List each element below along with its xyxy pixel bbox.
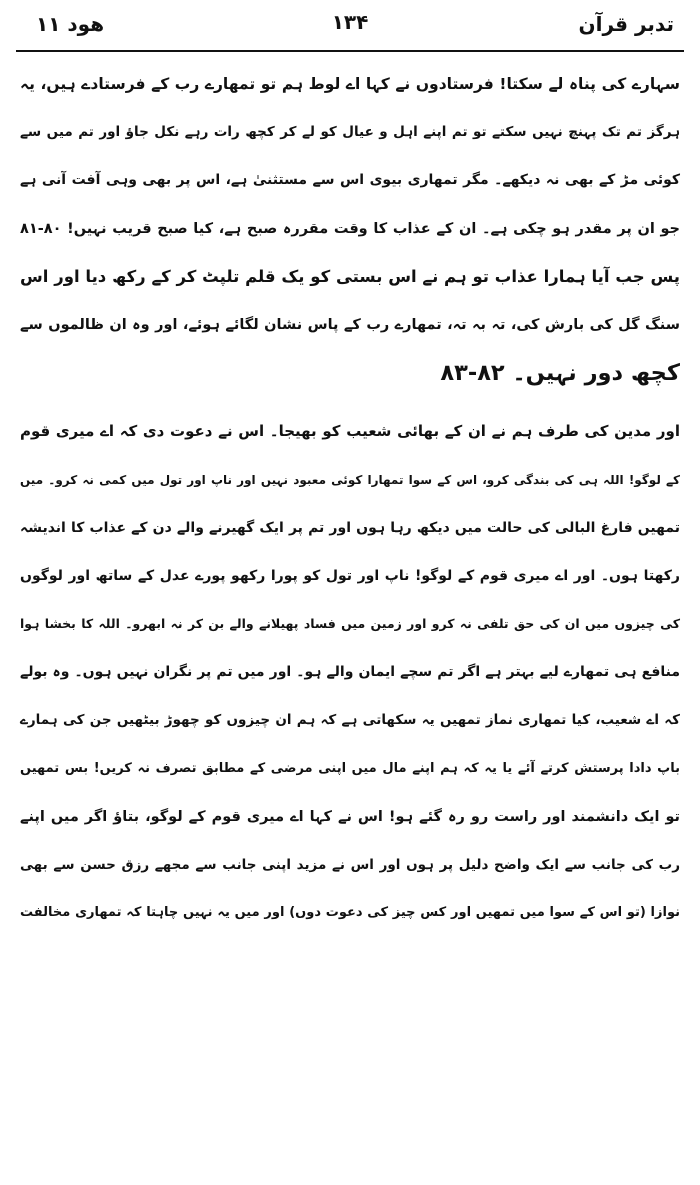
text-line: سہارے کی پناہ لے سکتا! فرستادوں نے کہا اے لوط ہم تو تمھارے رب کے فرستادے ہیں، یہ bbox=[20, 75, 680, 93]
paragraph-shuaib bbox=[16, 407, 684, 937]
text-line: رکھتا ہوں۔ اور اے میری قوم کے لوگو! ناپ اور تول کو پورا رکھو پورے عدل کے ساتھ اور لوگوں bbox=[20, 567, 680, 584]
paragraph-gap bbox=[16, 397, 684, 407]
text-line: کچھ دور نہیں۔ ۸۲-۸۳ bbox=[440, 360, 680, 387]
text-line: ہرگز تم تک پہنچ نہیں سکتے تو تم اپنے اہل و عیال کو لے کر کچھ رات رہے نکل جاؤ اور تم میں سے bbox=[20, 124, 680, 141]
page-number: ۱۳۴ bbox=[331, 10, 369, 34]
text-line: نوازا (تو اس کے سوا میں تمھیں اور کس چیز کی دعوت دوں) اور میں یہ نہیں چاہتا کہ تمھاری مخالفت bbox=[20, 905, 680, 921]
text-line: کہ اے شعیب، کیا تمھاری نماز تمھیں یہ سکھاتی ہے کہ ہم ان چیزوں کو چھوڑ بیٹھیں جن کی ہمارے bbox=[20, 712, 680, 729]
text-line: رب کی جانب سے ایک واضح دلیل پر ہوں اور اس نے مزید اپنی جانب سے مجھے رزق حسن سے بھی bbox=[20, 857, 680, 873]
page-header bbox=[16, 6, 684, 52]
text-line: منافع ہی تمھارے لیے بہتر ہے اگر تم سچے ایمان والے ہو۔ اور میں تم پر نگران نہیں ہوں۔ وہ بولے bbox=[20, 664, 680, 681]
text-line: باپ دادا پرستش کرتے آئے یا یہ کہ ہم اپنے مال میں اپنی مرضی کے مطابق تصرف نہ کریں! بس تمھیں bbox=[20, 760, 680, 776]
text-line: اور مدین کی طرف ہم نے ان کے بھائی شعیب کو بھیجا۔ اس نے دعوت دی کہ اے میری قوم bbox=[20, 422, 680, 441]
surah-name: ھود ۱۱ bbox=[36, 12, 105, 36]
text-line: کے لوگو! اللہ ہی کی بندگی کرو، اس کے سوا تمھارا کوئی معبود نہیں اور ناپ اور تول میں کمی نہ کرو۔ میں bbox=[20, 472, 680, 487]
text-line: تو ایک دانشمند اور راست رو رہ گئے ہو! اس نے کہا اے میری قوم کے لوگو، بتاؤ اگر میں اپنے bbox=[20, 808, 680, 825]
text-line: کی چیزوں میں ان کی حق تلفی نہ کرو اور زمین میں فساد پھیلانے والے بن کر نہ ابھرو۔ اللہ کا بخشا ہوا bbox=[20, 616, 680, 632]
text-line: پس جب آیا ہمارا عذاب تو ہم نے اس بستی کو یک قلم تلپٹ کر کے رکھ دیا اور اس bbox=[20, 266, 680, 286]
text-line: جو ان پر مقدر ہو چکی ہے۔ ان کے عذاب کا وقت مقررہ صبح ہے، کیا صبح قریب نہیں! ۸۰-۸۱ bbox=[20, 220, 680, 237]
page-body bbox=[16, 60, 684, 937]
text-line: کوئی مڑ کے بھی نہ دیکھے۔ مگر تمھاری بیوی اس سے مستثنیٰ ہے، اس پر بھی وہی آفت آنی ہے bbox=[20, 172, 680, 189]
book-title: تدبر قرآن bbox=[578, 12, 674, 36]
paragraph-lut bbox=[16, 60, 684, 397]
text-line: تمھیں فارغ البالی کی حالت میں دیکھ رہا ہوں اور تم پر ایک گھیرنے والے دن کے عذاب کا اندیشہ bbox=[20, 519, 680, 536]
text-line: سنگ گل کی بارش کی، تہ بہ تہ، تمھارے رب کے پاس نشان لگائے ہوئے، اور وہ ان ظالموں سے bbox=[20, 316, 680, 333]
